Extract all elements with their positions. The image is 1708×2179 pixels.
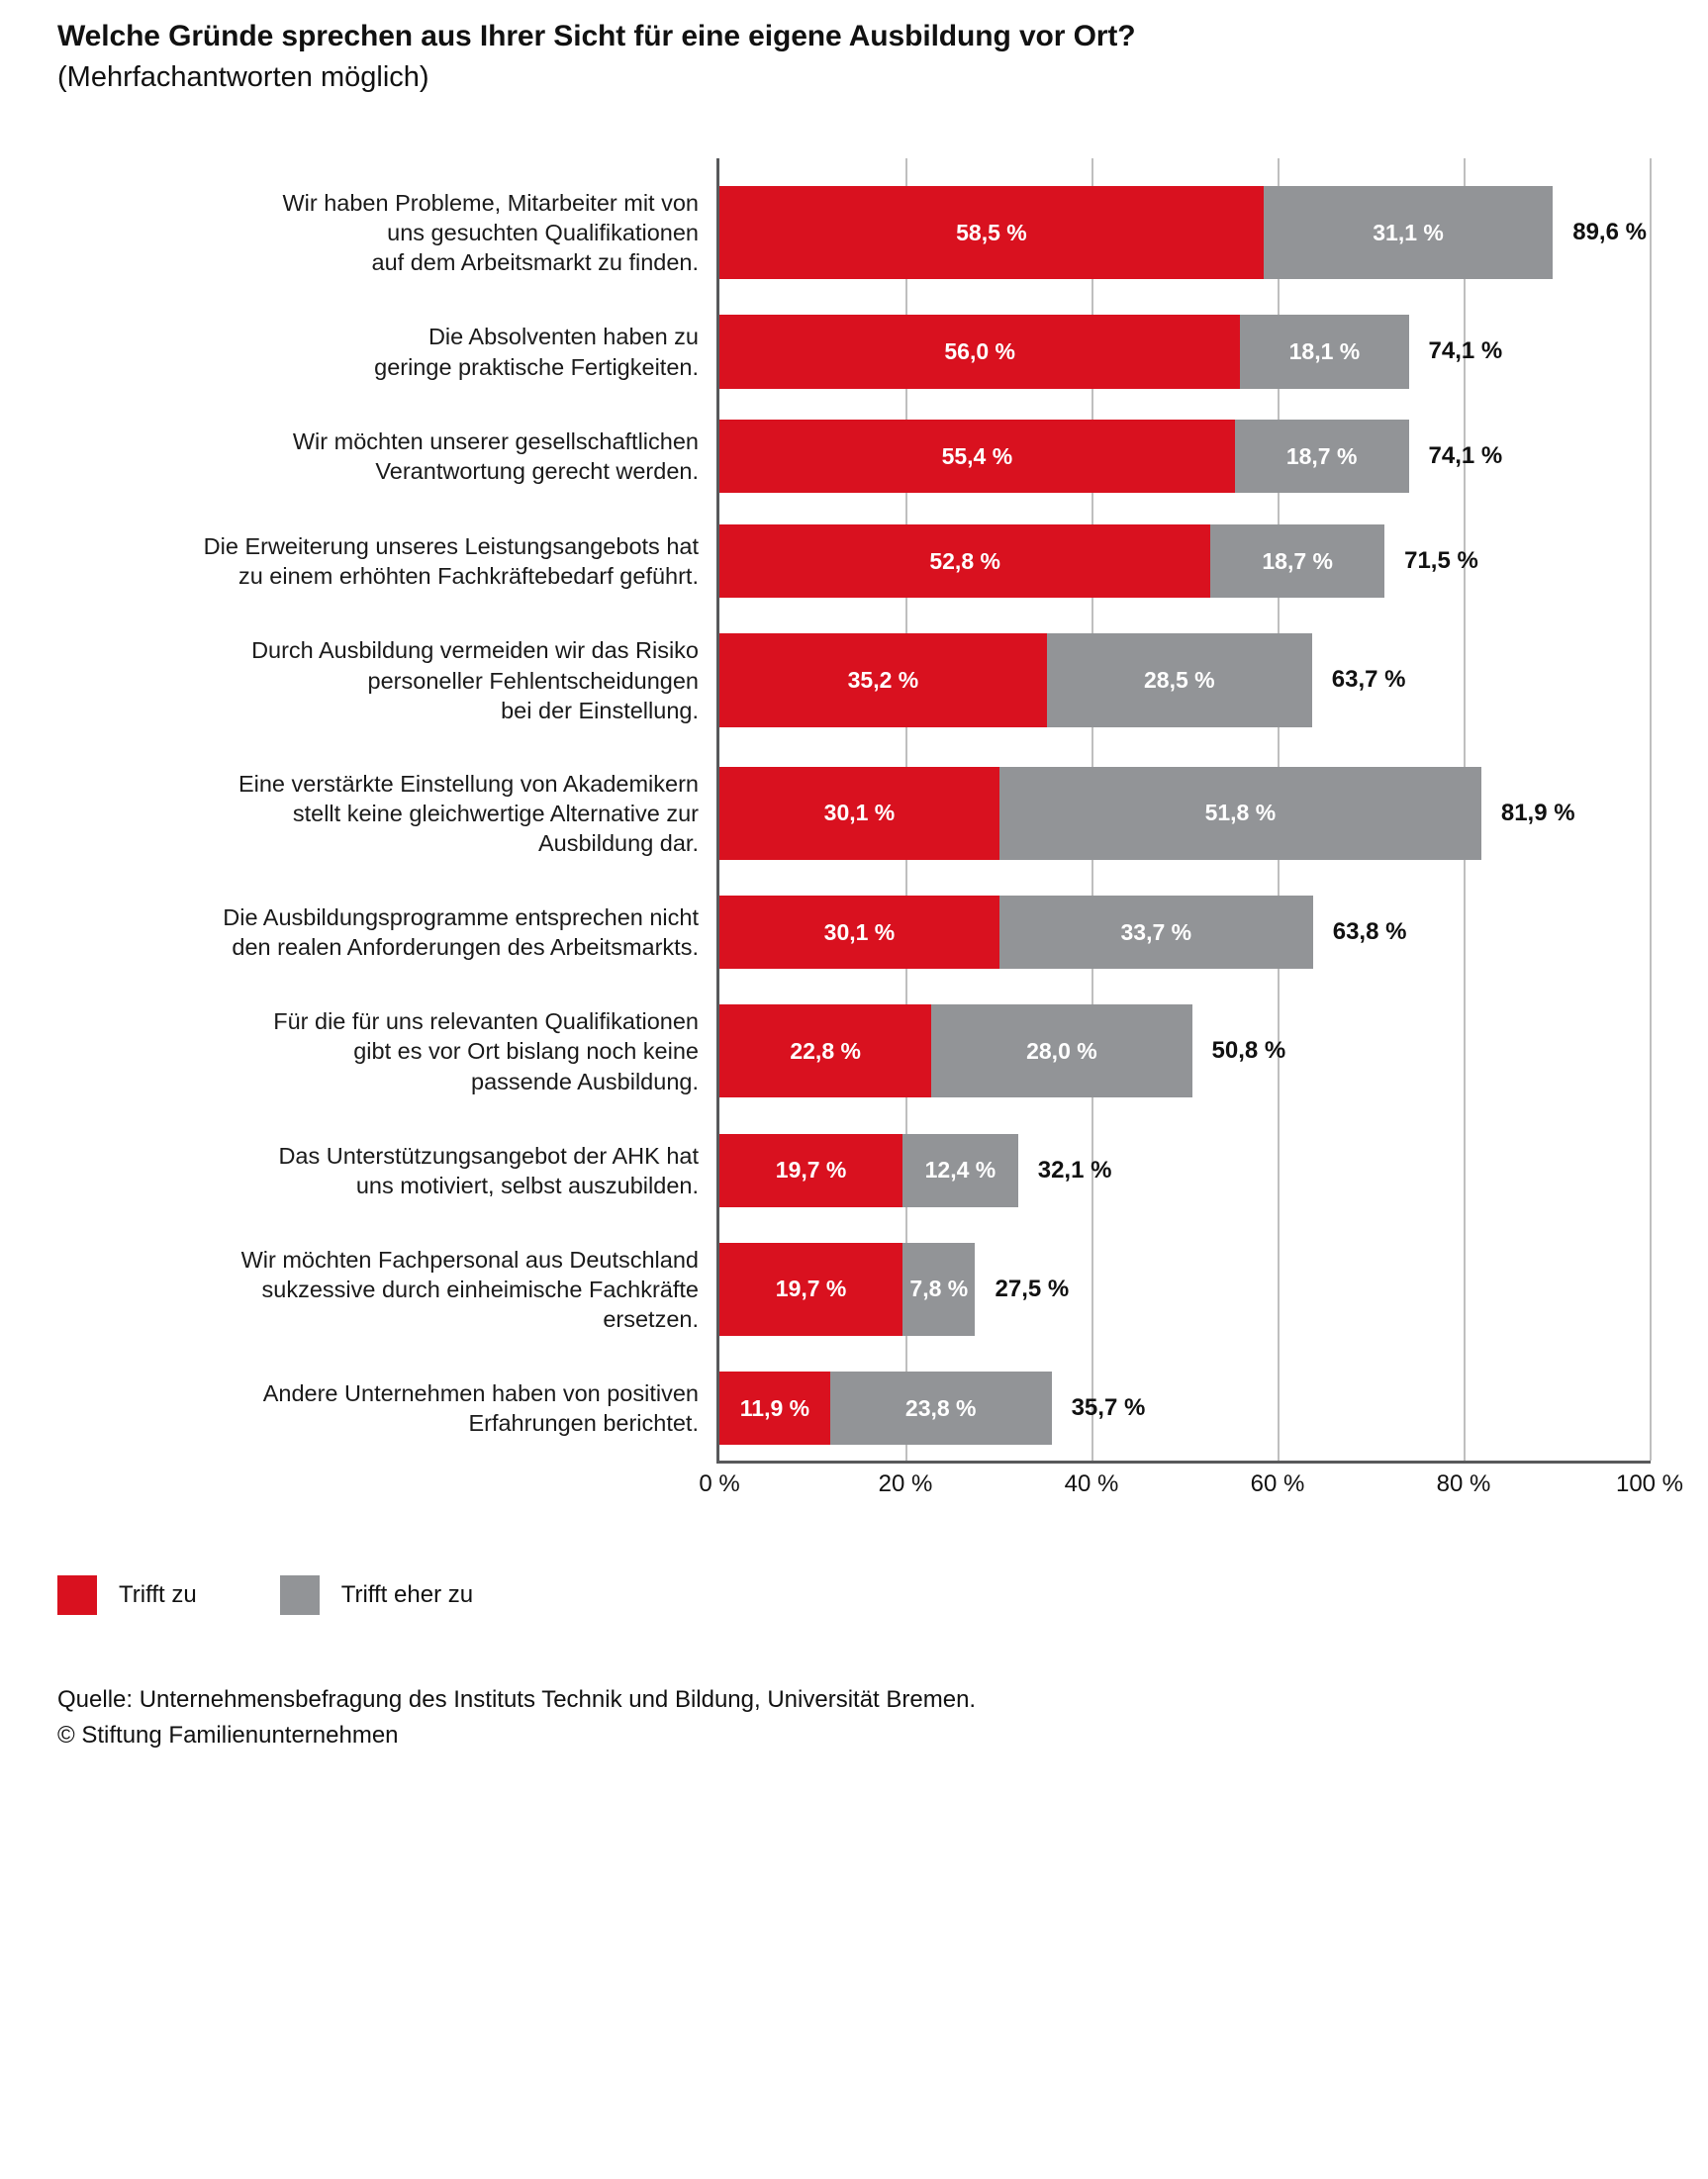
category-label [57,188,699,277]
bar-value-label: 19,7 % [775,1157,847,1184]
category-label-line: Ausbildung dar. [537,830,699,857]
bar-segment-trifft-zu [719,420,1235,493]
chart-row [57,747,1661,881]
bar-value-label: 23,8 % [904,1394,977,1421]
bar-value-label: 30,1 % [823,800,896,826]
bar-segment-trifft-eher-zu [1264,186,1553,279]
bar-value-label: 52,8 % [929,547,1000,574]
category-label-line: uns motiviert, selbst auszubilden. [355,1172,699,1198]
bar-value-label: 18,1 % [1288,337,1361,364]
category-label-line: Wir haben Probleme, Mitarbeiter mit von [282,190,699,217]
legend-label: Trifft zu [119,1581,197,1608]
category-label-line: Verantwortung gerecht werden. [375,458,699,485]
chart-row [57,985,1661,1118]
x-axis-line [716,1461,1651,1464]
legend-label: Trifft eher zu [340,1581,474,1608]
stacked-bar [719,315,1650,388]
category-label [57,1006,699,1095]
bar-value-label: 31,1 % [1373,219,1444,245]
chart-row [57,1223,1661,1357]
stacked-bar [719,1372,1650,1445]
stacked-bar [719,186,1650,279]
bar-value-label: 22,8 % [790,1037,861,1064]
legend-swatch-icon [57,1575,97,1615]
category-label-line: Die Absolventen haben zu [427,324,699,350]
stacked-bar [719,420,1650,493]
bar-segment-trifft-eher-zu [1047,633,1312,726]
category-label-line: Erfahrungen berichtet. [468,1410,699,1437]
stacked-bar [719,767,1650,860]
source-line-2: © Stiftung Familienunternehmen [57,1722,399,1749]
chart-row [57,300,1661,405]
source-note [57,1682,976,1753]
legend-swatch-icon [280,1575,320,1615]
bar-total-label: 89,6 % [1572,219,1647,246]
bar-total-label: 35,7 % [1071,1394,1146,1422]
category-label-line: Andere Unternehmen haben von positiven [262,1380,699,1407]
chart-row [57,1356,1661,1461]
bar-total-label: 81,9 % [1500,799,1575,826]
legend-item [57,1575,280,1615]
bar-segment-trifft-eher-zu [830,1372,1052,1445]
stacked-bar [719,1134,1650,1207]
x-tick-label: 60 % [1250,1470,1305,1497]
bar-value-label: 51,8 % [1204,800,1277,826]
stacked-bar [719,896,1650,969]
chart-legend [57,1575,556,1615]
chart-row [57,1118,1661,1223]
bar-value-label: 28,0 % [1026,1037,1097,1064]
bar-value-label: 33,7 % [1120,918,1192,945]
category-label [57,902,699,962]
category-label [57,426,699,486]
x-axis-ticks [57,1470,1684,1510]
bar-segment-trifft-zu [719,524,1210,598]
bar-segment-trifft-eher-zu [1210,524,1384,598]
chart-row [57,880,1661,985]
category-label [57,531,699,591]
bar-segment-trifft-eher-zu [1240,315,1408,388]
category-label [57,769,699,858]
page-subtitle: (Mehrfachantworten möglich) [57,60,429,93]
x-tick-label: 100 % [1615,1470,1684,1497]
bar-total-label: 50,8 % [1211,1037,1286,1065]
category-label [57,1378,699,1438]
x-tick-label: 20 % [878,1470,933,1497]
bar-total-label: 27,5 % [995,1275,1070,1302]
bar-segment-trifft-eher-zu [1235,420,1409,493]
stacked-bar [719,1243,1650,1336]
category-label-line: Wir möchten unserer gesellschaftlichen [292,428,699,455]
bar-segment-trifft-eher-zu [999,767,1481,860]
bar-total-label: 63,8 % [1332,918,1407,946]
category-label-line: sukzessive durch einheimische Fachkräfte [261,1276,699,1302]
category-label-line: stellt keine gleichwertige Alternative zur [292,801,699,827]
bar-segment-trifft-zu [719,186,1264,279]
bar-segment-trifft-zu [719,1243,902,1336]
bar-value-label: 11,9 % [739,1394,810,1421]
stacked-bar [719,633,1650,726]
bar-segment-trifft-eher-zu [931,1004,1191,1097]
bar-total-label: 74,1 % [1428,442,1503,470]
category-label [57,322,699,381]
category-label-line: Die Ausbildungsprogramme entsprechen nicht [223,904,699,931]
bar-segment-trifft-zu [719,633,1047,726]
chart-row [57,166,1661,300]
chart-row [57,614,1661,747]
bar-value-label: 12,4 % [924,1157,996,1184]
bar-segment-trifft-zu [719,767,999,860]
bar-total-label: 71,5 % [1404,547,1478,575]
bar-total-label: 32,1 % [1037,1156,1112,1184]
category-label-line: Durch Ausbildung vermeiden wir das Risiko [251,637,699,664]
x-tick-label: 40 % [1064,1470,1119,1497]
source-line-1: Quelle: Unternehmensbefragung des Instituts Technik und Bildung, Universität Bremen. [57,1686,977,1713]
x-tick-label: 80 % [1436,1470,1491,1497]
bar-segment-trifft-zu [719,315,1240,388]
bar-total-label: 74,1 % [1428,337,1503,365]
bar-segment-trifft-zu [719,1004,931,1097]
category-label [57,1245,699,1334]
x-tick-label: 0 % [699,1470,740,1497]
category-label-line: bei der Einstellung. [501,697,699,723]
chart-title-block [57,18,1641,95]
category-label-line: Eine verstärkte Einstellung von Akademikern [237,770,699,797]
legend-item [280,1575,556,1615]
category-label-line: geringe praktische Fertigkeiten. [374,353,699,380]
bar-segment-trifft-zu [719,1372,830,1445]
bar-segment-trifft-zu [719,896,999,969]
category-label-line: passende Ausbildung. [471,1068,699,1094]
category-label-line: gibt es vor Ort bislang noch keine [353,1038,699,1065]
category-label-line: Das Unterstützungsangebot der AHK hat [278,1142,699,1169]
chart-row [57,509,1661,614]
category-label-line: auf dem Arbeitsmarkt zu finden. [371,249,699,276]
category-label-line: ersetzen. [603,1305,699,1332]
category-label-line: den realen Anforderungen des Arbeitsmarkts. [232,934,699,961]
category-label-line: uns gesuchten Qualifikationen [387,220,699,246]
bar-total-label: 63,7 % [1331,666,1406,694]
bar-value-label: 56,0 % [944,337,1015,364]
bar-value-label: 55,4 % [941,442,1013,469]
bar-value-label: 7,8 % [909,1276,969,1302]
bar-segment-trifft-eher-zu [999,896,1313,969]
bar-segment-trifft-zu [719,1134,902,1207]
bar-value-label: 19,7 % [775,1276,847,1302]
category-label [57,1141,699,1200]
bar-value-label: 28,5 % [1144,666,1215,693]
bar-segment-trifft-eher-zu [902,1134,1018,1207]
bar-value-label: 58,5 % [956,219,1027,245]
category-label-line: Wir möchten Fachpersonal aus Deutschland [240,1246,699,1273]
stacked-bar [719,1004,1650,1097]
bar-value-label: 35,2 % [847,666,919,693]
category-label-line: personeller Fehlentscheidungen [367,667,699,694]
bar-segment-trifft-eher-zu [902,1243,975,1336]
category-label [57,635,699,724]
stacked-bar [719,524,1650,598]
page-title: Welche Gründe sprechen aus Ihrer Sicht für eine eigene Ausbildung vor Ort? [57,20,1136,52]
category-label-line: Die Erweiterung unseres Leistungsangebots hat [203,533,699,560]
category-label-line: Für die für uns relevanten Qualifikationen [273,1008,699,1035]
bar-chart [57,158,1684,1504]
bar-value-label: 18,7 % [1285,442,1358,469]
category-label-line: zu einem erhöhten Fachkräftebedarf geführt. [237,563,699,590]
bar-value-label: 30,1 % [823,918,896,945]
chart-row [57,404,1661,509]
bar-value-label: 18,7 % [1262,547,1333,574]
